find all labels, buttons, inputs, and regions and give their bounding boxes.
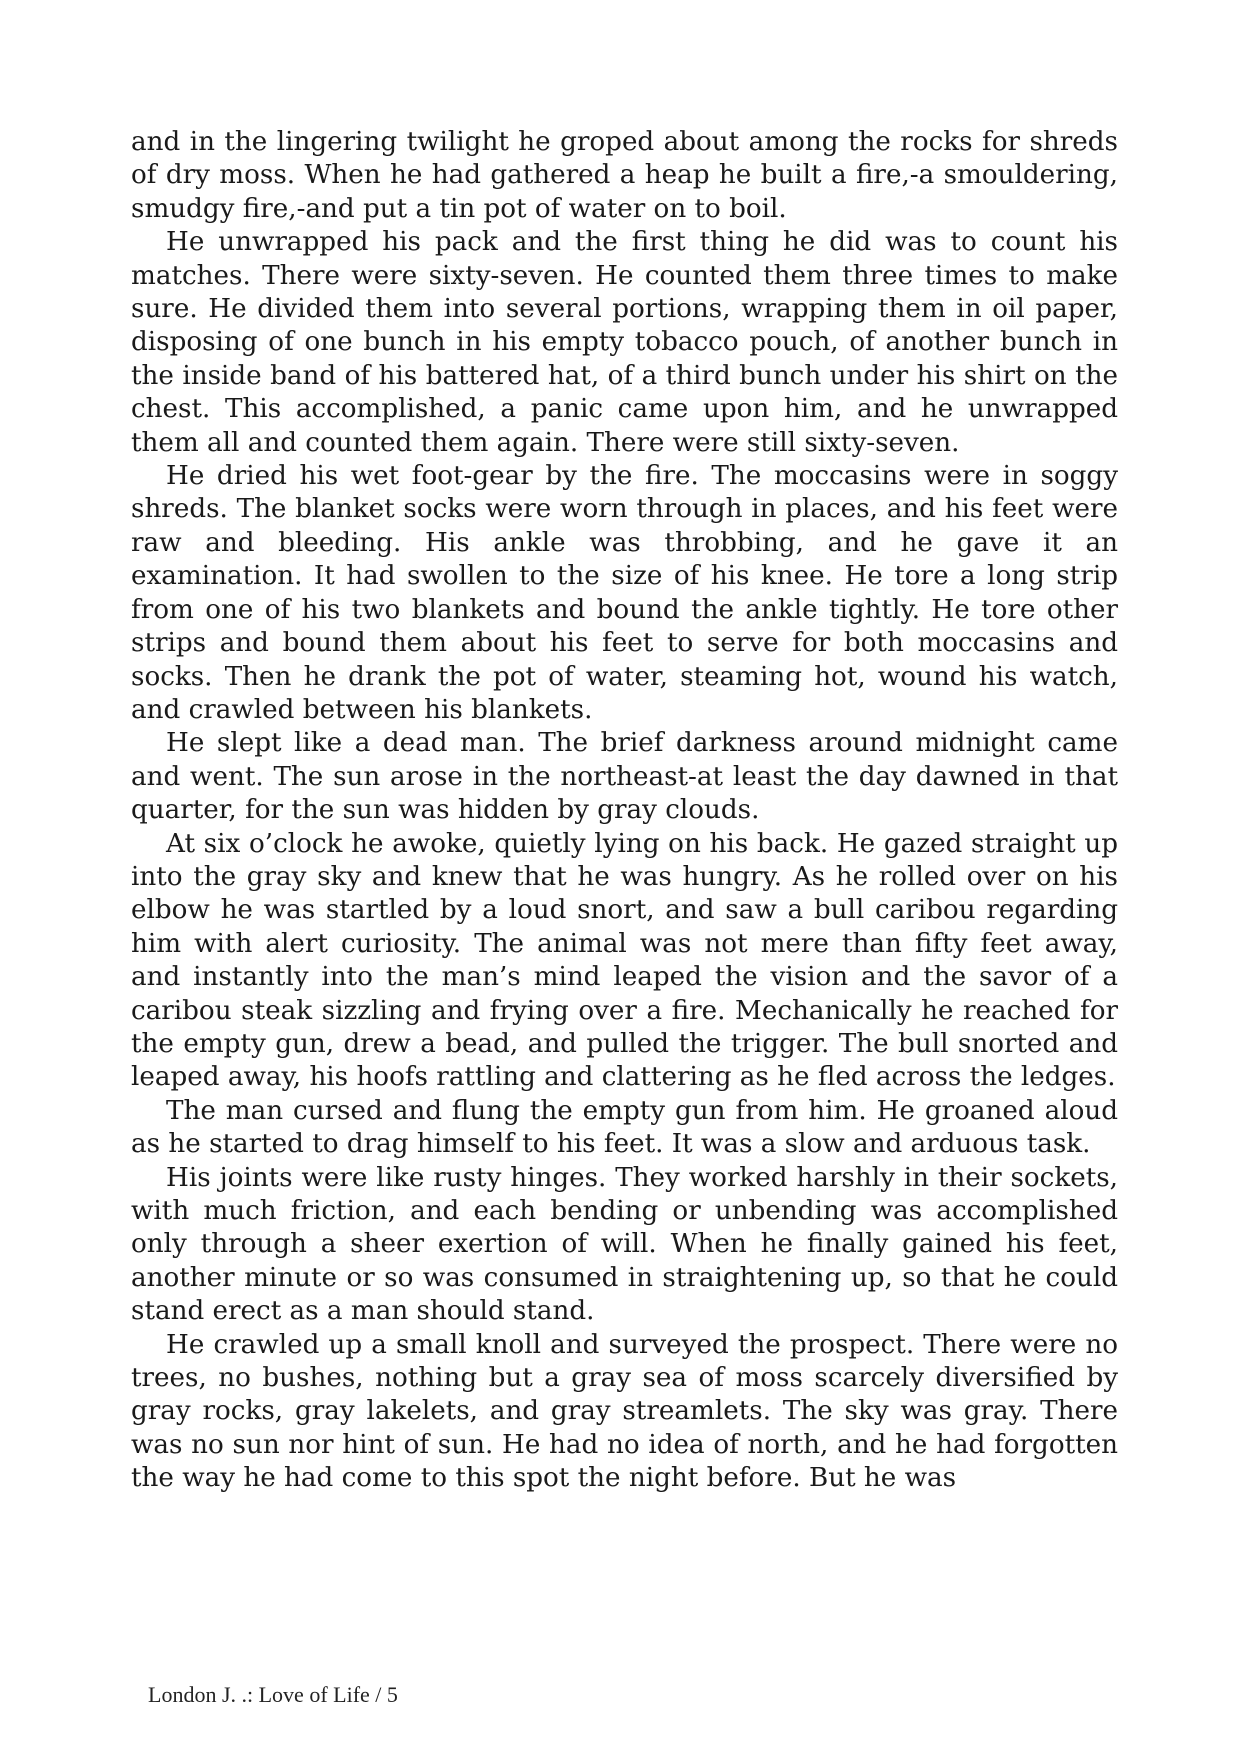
paragraph-8: He crawled up a small knoll and surveyed the prospect. There were no trees, no bushes, nothing but a gray sea of moss scarcely diversified by gray rocks, gray lakelets, and gray streamlets. The sky was gray. There was no sun nor hint of sun. He had no idea of north, and he had forgotten the way he had come to this spot the night before. But he was [131, 1329, 1118, 1494]
paragraph-7: His joints were like rusty hinges. They worked harshly in their sockets, with much friction, and each bending or unbending was accomplished only through a sheer exertion of will. When he finally gained his feet, another minute or so was consumed in straightening up, so that he could stand erect as a man should stand. [131, 1162, 1118, 1327]
body-text [131, 126, 1118, 1496]
page-footer: London J. .: Love of Life / 5 [148, 1682, 398, 1707]
paragraph-6: The man cursed and flung the empty gun from him. He groaned aloud as he started to drag himself to his feet. It was a slow and arduous task. [131, 1095, 1118, 1160]
paragraph-3: He dried his wet foot-gear by the fire. The moccasins were in soggy shreds. The blanket socks were worn through in places, and his feet were raw and bleeding. His ankle was throbbing, and he gave it an examination. It had swollen to the size of his knee. He tore a long strip from one of his two blankets and bound the ankle tightly. He tore other strips and bound them about his feet to serve for both moccasins and socks. Then he drank the pot of water, steaming hot, wound his watch, and crawled between his blankets. [131, 461, 1118, 725]
paragraph-2: He unwrapped his pack and the first thing he did was to count his matches. There were sixty-seven. He counted them three times to make sure. He divided them into several portions, wrapping them in oil paper, disposing of one bunch in his empty tobacco pouch, of another bunch in the inside band of his battered hat, of a third bunch under his shirt on the chest. This accomplished, a panic came upon him, and he unwrapped them all and counted them again. There were still sixty-seven. [131, 227, 1118, 458]
paragraph-4: He slept like a dead man. The brief darkness around midnight came and went. The sun arose in the northeast-at least the day dawned in that quarter, for the sun was hidden by gray clouds. [131, 728, 1118, 826]
paragraph-1: and in the lingering twilight he groped about among the rocks for shreds of dry moss. When he had gathered a heap he built a fire,-a smouldering, smudgy fire,-and put a tin pot of water on to boil. [131, 127, 1118, 224]
paragraph-5: At six o’clock he awoke, quietly lying on his back. He gazed straight up into the gray sky and knew that he was hungry. As he rolled over on his elbow he was startled by a loud snort, and saw a bull caribou regarding him with alert curiosity. The animal was not mere than fifty feet away, and instantly into the man’s mind leaped the vision and the savor of a caribou steak sizzling and frying over a fire. Mechanically he reached for the empty gun, drew a bead, and pulled the trigger. The bull snorted and leaped away, his hoofs rattling and clattering as he fled across the ledges. [131, 828, 1118, 1093]
